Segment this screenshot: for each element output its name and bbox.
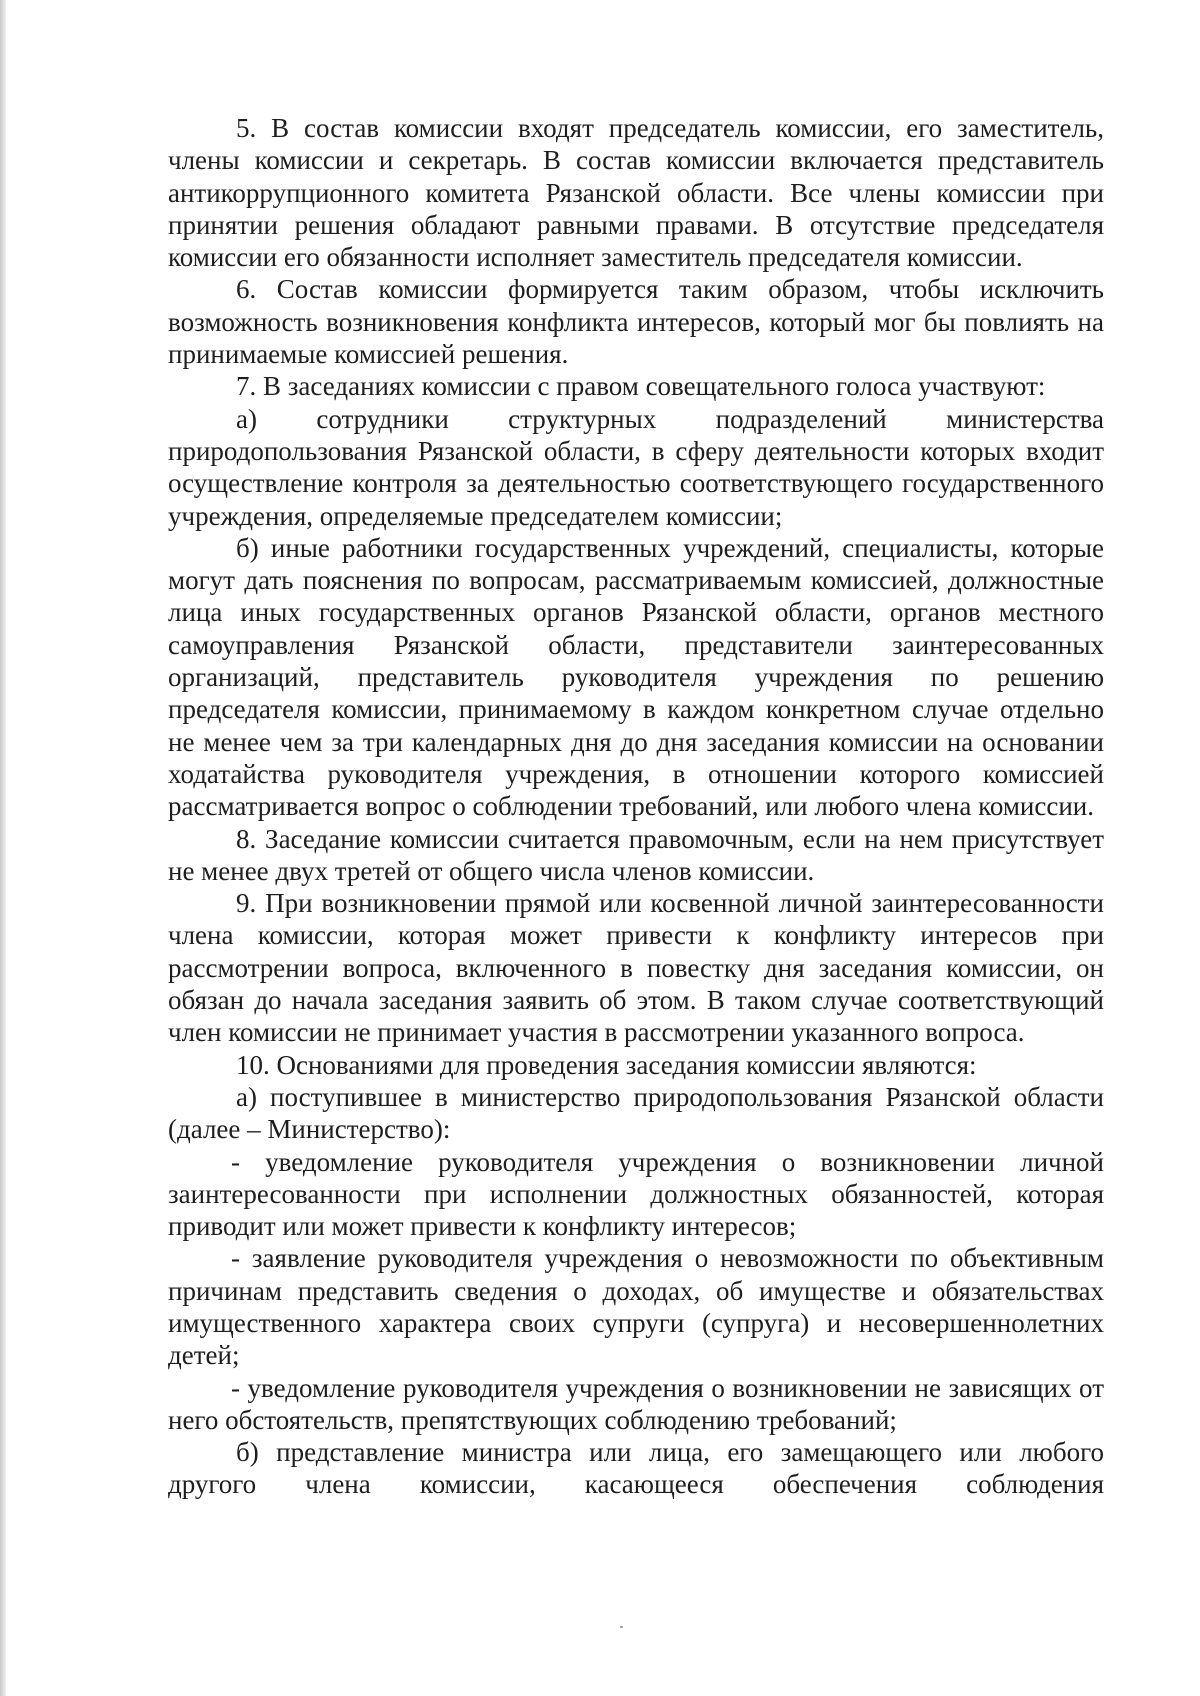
paragraph-7b: б) иные работники государственных учреждений, специалисты, которые могут дать пояснения по вопросам, рассматриваемым комиссией, должностные лица иных государственных органов Рязанской области, органов местного самоуправления Рязанской области, представители заинтересованных организаций, представитель руководителя учреждения по решению председателя комиссии, принимаемому в каждом конкретном случае отдельно не менее чем за три календарных дня до дня заседания комиссии на основании ходатайства руководителя учреждения, в отношении которого комиссией рассматривается вопрос о соблюдении требований, или любого члена комиссии.: [168, 532, 1104, 822]
paragraph-5: 5. В состав комиссии входят председатель комиссии, его заместитель, члены комиссии и секретарь. В состав комиссии включается представитель антикоррупционного комитета Рязанской области. Все члены комиссии при принятии решения обладают равными правами. В отсутствие председателя комиссии его обязанности исполняет заместитель председателя комиссии.: [168, 113, 1104, 273]
paragraph-10: 10. Основаниями для проведения заседания комиссии являются:: [236, 1049, 977, 1080]
paragraph-9: 9. При возникновении прямой или косвенной личной заинтересованности члена комиссии, которая может привести к конфликту интересов при рассмотрении вопроса, включенного в повестку дня заседания комиссии, он обязан до начала заседания заявить об этом. В таком случае соответствующий член комиссии не принимает участия в рассмотрении указанного вопроса.: [168, 888, 1104, 1048]
scan-page-edge: [0, 0, 6, 1696]
paragraph-10a-item-3: - уведомление руководителя учреждения о возникновении не зависящих от него обстоятельств, препятствующих соблюдению требований;: [168, 1372, 1104, 1435]
paragraph-7: 7. В заседаниях комиссии с правом совещательного голоса участвуют:: [236, 371, 1046, 402]
paragraph-10a-item-1: - уведомление руководителя учреждения о возникновении личной заинтересованности при исполнении должностных обязанностей, которая приводит или может привести к конфликту интересов;: [168, 1146, 1104, 1242]
scan-artifact-dot: [620, 1626, 623, 1628]
paragraph-7a: а) сотрудники структурных подразделений министерства природопользования Рязанской области, в сферу деятельности которых входит осуществление контроля за деятельностью соответствующего государственного учреждения, определяемые председателем комиссии;: [168, 403, 1104, 531]
document-body: [168, 112, 1104, 1501]
paragraph-6: 6. Состав комиссии формируется таким образом, чтобы исключить возможность возникновения конфликта интересов, который мог бы повлиять на принимаемые комиссией решения.: [168, 274, 1104, 370]
paragraph-10a-item-2: - заявление руководителя учреждения о невозможности по объективным причинам представить сведения о доходах, об имуществе и обязательствах имущественного характера своих супруги (супруга) и несовершеннолетних детей;: [168, 1243, 1104, 1371]
paragraph-10b: б) представление министра или лица, его замещающего или любого другого члена комиссии, касающееся обеспечения соблюдения: [168, 1437, 1104, 1500]
paragraph-10a: а) поступившее в министерство природопользования Рязанской области (далее – Министерство):: [168, 1081, 1104, 1145]
paragraph-8: 8. Заседание комиссии считается правомочным, если на нем присутствует не менее двух третей от общего числа членов комиссии.: [168, 823, 1104, 886]
